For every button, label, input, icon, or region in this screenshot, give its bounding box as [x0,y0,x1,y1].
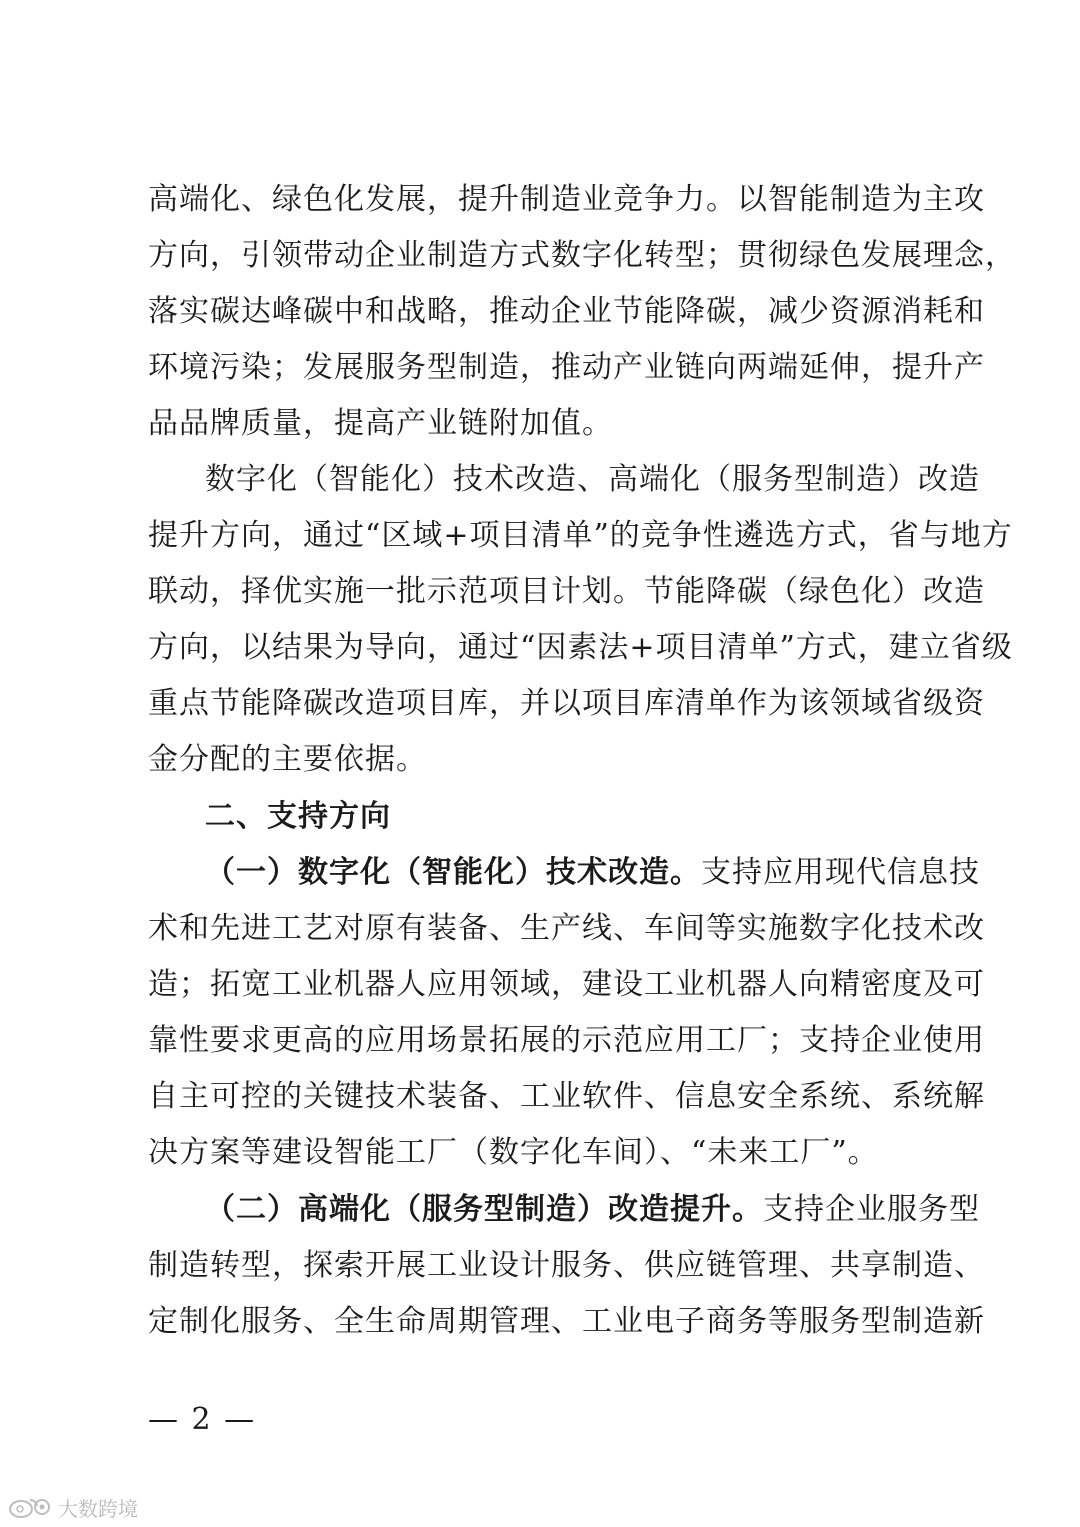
paragraph-2-line-1: 数字化（智能化）技术改造、高端化（服务型制造）改造 [205,462,980,497]
paragraph-1-line-5: 品品牌质量，提高产业链附加值。 [148,406,613,441]
paragraph-4-line-3: 定制化服务、全生命周期管理、工业电子商务等服务型制造新 [148,1304,985,1339]
paragraph-3-lead: （一）数字化（智能化）技术改造。 [205,855,701,890]
section-heading: 二、支持方向 [205,799,391,834]
page-number: — 2 — [148,1402,257,1437]
paragraph-1-line-2: 方向，引领带动企业制造方式数字化转型；贯彻绿色发展理念， [148,238,1016,273]
paragraph-2-line-4: 方向，以结果为导向，通过“因素法+项目清单”方式，建立省级 [148,630,1013,665]
paragraph-2-line-6: 金分配的主要依据。 [148,742,427,777]
paragraph-4-line-1 [205,1190,980,1230]
paragraph-3-line-3: 造；拓宽工业机器人应用领域，建设工业机器人向精密度及可 [148,967,985,1002]
paragraph-1-line-1: 高端化、绿色化发展，提升制造业竞争力。以智能制造为主攻 [148,182,985,217]
paragraph-3-line-6: 决方案等建设智能工厂（数字化车间）、“未来工厂”。 [148,1135,879,1170]
paragraph-2-line-5: 重点节能降碳改造项目库，并以项目库清单作为该领域省级资 [148,686,985,721]
paragraph-4-lead: （二）高端化（服务型制造）改造提升。 [205,1192,763,1227]
weibo-icon [8,1494,52,1520]
paragraph-3-line-1-text: 支持应用现代信息技 [701,855,980,890]
paragraph-4-line-1-text: 支持企业服务型 [763,1192,980,1227]
watermark-text: 大数跨境 [58,1496,138,1521]
paragraph-3-line-1 [205,853,980,893]
paragraph-2-line-2: 提升方向，通过“区域+项目清单”的竞争性遴选方式，省与地方 [148,518,1013,553]
paragraph-3-line-5: 自主可控的关键技术装备、工业软件、信息安全系统、系统解 [148,1079,985,1114]
watermark [8,1492,138,1522]
paragraph-3-line-4: 靠性要求更高的应用场景拓展的示范应用工厂；支持企业使用 [148,1023,985,1058]
paragraph-1-line-3: 落实碳达峰碳中和战略，推动企业节能降碳，减少资源消耗和 [148,294,985,329]
paragraph-1-line-4: 环境污染；发展服务型制造，推动产业链向两端延伸，提升产 [148,350,985,385]
paragraph-4-line-2: 制造转型，探索开展工业设计服务、供应链管理、共享制造、 [148,1248,985,1283]
paragraph-2-line-3: 联动，择优实施一批示范项目计划。节能降碳（绿色化）改造 [148,574,985,609]
paragraph-3-line-2: 术和先进工艺对原有装备、生产线、车间等实施数字化技术改 [148,911,985,946]
